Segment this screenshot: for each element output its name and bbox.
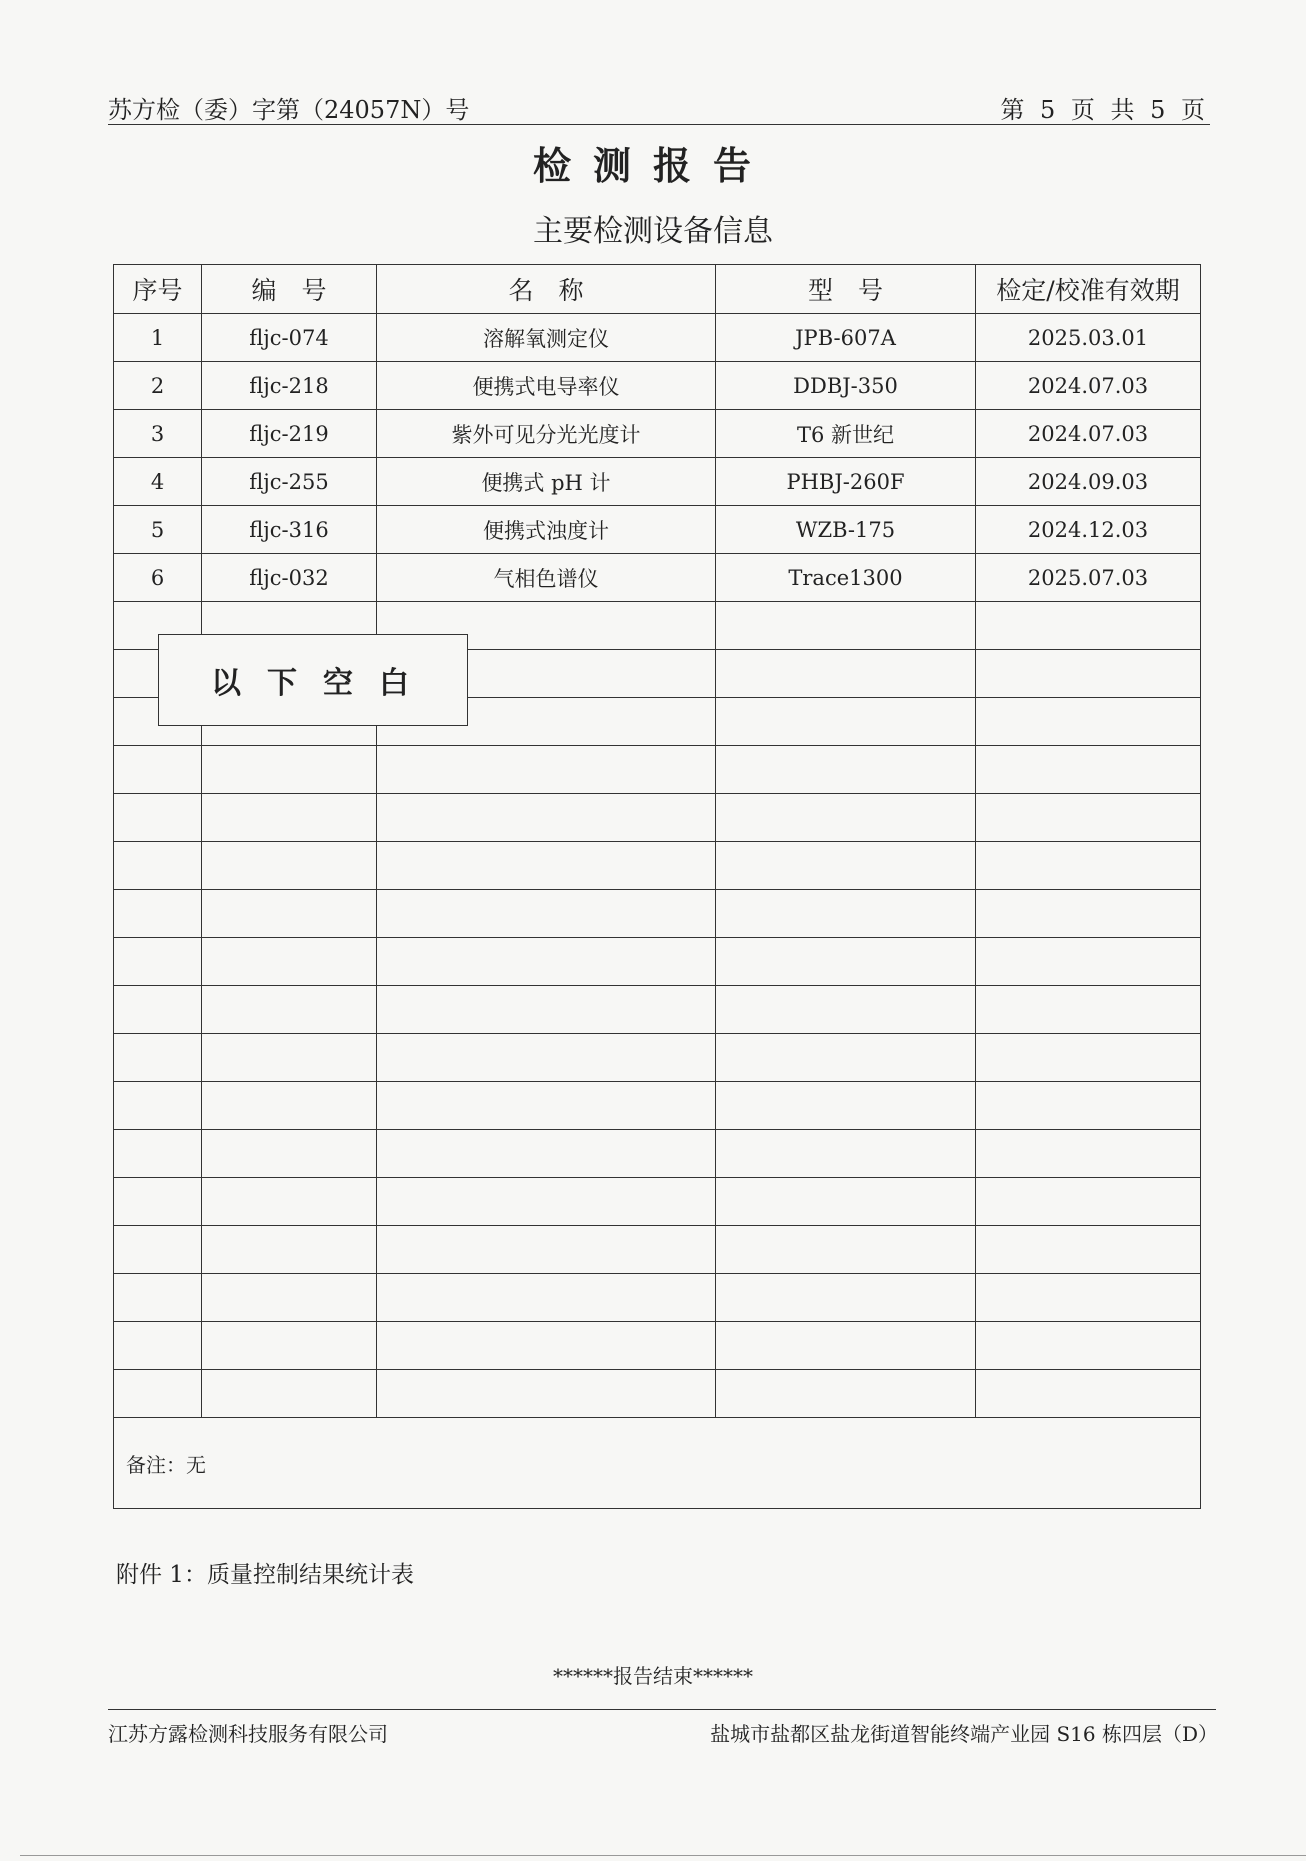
- page-info: 第 5 页 共 5 页: [1000, 96, 1209, 124]
- empty-cell: [377, 1370, 716, 1418]
- empty-cell: [377, 1226, 716, 1274]
- empty-cell: [716, 1322, 976, 1370]
- empty-cell: [716, 602, 976, 650]
- empty-row: [114, 1082, 1201, 1130]
- empty-row: [114, 986, 1201, 1034]
- cell-model: PHBJ-260F: [716, 458, 976, 506]
- cell-name: 紫外可见分光光度计: [377, 410, 716, 458]
- empty-cell: [377, 1130, 716, 1178]
- cell-valid: 2024.09.03: [976, 458, 1201, 506]
- empty-row: [114, 1178, 1201, 1226]
- empty-cell: [114, 1322, 202, 1370]
- cell-no: 5: [114, 506, 202, 554]
- empty-cell: [976, 1322, 1201, 1370]
- empty-cell: [716, 1034, 976, 1082]
- cell-name: 便携式浊度计: [377, 506, 716, 554]
- empty-cell: [976, 746, 1201, 794]
- report-end-note: ******报告结束******: [553, 1664, 753, 1688]
- empty-cell: [716, 794, 976, 842]
- empty-cell: [976, 650, 1201, 698]
- empty-cell: [202, 1322, 377, 1370]
- cell-code: fljc-074: [202, 314, 377, 362]
- empty-cell: [114, 938, 202, 986]
- cell-code: fljc-316: [202, 506, 377, 554]
- cell-no: 2: [114, 362, 202, 410]
- empty-cell: [716, 650, 976, 698]
- empty-row: [114, 746, 1201, 794]
- empty-cell: [202, 1130, 377, 1178]
- empty-cell: [976, 1226, 1201, 1274]
- empty-cell: [976, 890, 1201, 938]
- footer-address: 盐城市盐都区盐龙街道智能终端产业园 S16 栋四层（D）: [710, 1722, 1218, 1746]
- table-row: [114, 554, 1201, 602]
- cell-code: fljc-255: [202, 458, 377, 506]
- cell-name: 气相色谱仪: [377, 554, 716, 602]
- table-row: [114, 506, 1201, 554]
- empty-row: [114, 1130, 1201, 1178]
- empty-cell: [114, 890, 202, 938]
- empty-cell: [716, 938, 976, 986]
- empty-cell: [114, 986, 202, 1034]
- empty-cell: [716, 1274, 976, 1322]
- empty-cell: [114, 1130, 202, 1178]
- empty-cell: [377, 842, 716, 890]
- cell-no: 6: [114, 554, 202, 602]
- empty-cell: [202, 1178, 377, 1226]
- empty-cell: [377, 794, 716, 842]
- empty-row: [114, 1034, 1201, 1082]
- empty-row: [114, 890, 1201, 938]
- empty-cell: [114, 1034, 202, 1082]
- empty-cell: [114, 1178, 202, 1226]
- cell-model: T6 新世纪: [716, 410, 976, 458]
- cell-model: DDBJ-350: [716, 362, 976, 410]
- empty-row: [114, 842, 1201, 890]
- empty-cell: [976, 602, 1201, 650]
- cell-code: fljc-032: [202, 554, 377, 602]
- header-divider: [108, 124, 1210, 125]
- cell-no: 4: [114, 458, 202, 506]
- empty-cell: [377, 1322, 716, 1370]
- cell-model: JPB-607A: [716, 314, 976, 362]
- col-header-valid: 检定/校准有效期: [976, 265, 1201, 314]
- empty-cell: [114, 1226, 202, 1274]
- cell-model: Trace1300: [716, 554, 976, 602]
- cell-no: 3: [114, 410, 202, 458]
- empty-cell: [716, 986, 976, 1034]
- cell-name: 溶解氧测定仪: [377, 314, 716, 362]
- empty-cell: [976, 1034, 1201, 1082]
- empty-cell: [202, 938, 377, 986]
- col-header-name: 名 称: [377, 265, 716, 314]
- empty-cell: [377, 1082, 716, 1130]
- empty-cell: [976, 842, 1201, 890]
- cell-valid: 2025.07.03: [976, 554, 1201, 602]
- empty-cell: [202, 842, 377, 890]
- empty-cell: [377, 746, 716, 794]
- empty-row: [114, 938, 1201, 986]
- empty-cell: [377, 986, 716, 1034]
- empty-cell: [716, 1082, 976, 1130]
- empty-cell: [202, 1274, 377, 1322]
- section-subtitle: 主要检测设备信息: [533, 214, 773, 249]
- cell-valid: 2024.12.03: [976, 506, 1201, 554]
- footer-divider: [108, 1709, 1216, 1710]
- empty-cell: [114, 842, 202, 890]
- cell-valid: 2024.07.03: [976, 362, 1201, 410]
- cell-no: 1: [114, 314, 202, 362]
- empty-cell: [716, 890, 976, 938]
- empty-cell: [716, 1178, 976, 1226]
- empty-cell: [976, 938, 1201, 986]
- footer-company: 江苏方露检测科技服务有限公司: [108, 1722, 388, 1746]
- table-row: [114, 458, 1201, 506]
- empty-cell: [202, 746, 377, 794]
- empty-cell: [716, 698, 976, 746]
- remark-cell: 备注：无: [114, 1418, 1201, 1509]
- empty-row: [114, 1274, 1201, 1322]
- scan-edge-line: [20, 1855, 1306, 1856]
- empty-cell: [202, 1370, 377, 1418]
- empty-cell: [716, 842, 976, 890]
- empty-cell: [716, 1226, 976, 1274]
- empty-row: [114, 1322, 1201, 1370]
- cell-code: fljc-219: [202, 410, 377, 458]
- blank-below-stamp: 以下空白: [158, 634, 468, 726]
- empty-cell: [202, 1226, 377, 1274]
- empty-cell: [976, 1178, 1201, 1226]
- empty-cell: [976, 794, 1201, 842]
- empty-cell: [976, 698, 1201, 746]
- col-header-model: 型 号: [716, 265, 976, 314]
- empty-cell: [202, 890, 377, 938]
- cell-name: 便携式 pH 计: [377, 458, 716, 506]
- table-header-row: [114, 265, 1201, 314]
- empty-cell: [377, 890, 716, 938]
- empty-row: [114, 1226, 1201, 1274]
- cell-valid: 2024.07.03: [976, 410, 1201, 458]
- empty-cell: [202, 1082, 377, 1130]
- col-header-no: 序号: [114, 265, 202, 314]
- empty-cell: [976, 1274, 1201, 1322]
- empty-cell: [377, 938, 716, 986]
- cell-name: 便携式电导率仪: [377, 362, 716, 410]
- empty-cell: [114, 746, 202, 794]
- page-title: 检测报告: [532, 143, 773, 188]
- empty-cell: [976, 1130, 1201, 1178]
- report-number: 苏方检（委）字第（24057N）号: [108, 96, 470, 124]
- empty-cell: [114, 794, 202, 842]
- empty-cell: [202, 986, 377, 1034]
- empty-cell: [976, 986, 1201, 1034]
- attachment-note: 附件 1：质量控制结果统计表: [116, 1562, 414, 1588]
- cell-code: fljc-218: [202, 362, 377, 410]
- table-row: [114, 362, 1201, 410]
- col-header-code: 编 号: [202, 265, 377, 314]
- empty-cell: [202, 794, 377, 842]
- empty-cell: [716, 1130, 976, 1178]
- remark-row: [114, 1418, 1201, 1509]
- empty-cell: [377, 1178, 716, 1226]
- empty-cell: [716, 746, 976, 794]
- empty-cell: [202, 1034, 377, 1082]
- empty-cell: [377, 1274, 716, 1322]
- empty-cell: [114, 1274, 202, 1322]
- cell-valid: 2025.03.01: [976, 314, 1201, 362]
- empty-row: [114, 1370, 1201, 1418]
- cell-model: WZB-175: [716, 506, 976, 554]
- empty-cell: [114, 1370, 202, 1418]
- empty-cell: [377, 1034, 716, 1082]
- table-row: [114, 314, 1201, 362]
- empty-row: [114, 794, 1201, 842]
- table-row: [114, 410, 1201, 458]
- equipment-table: [113, 264, 1201, 1509]
- empty-cell: [976, 1082, 1201, 1130]
- empty-cell: [976, 1370, 1201, 1418]
- empty-cell: [716, 1370, 976, 1418]
- empty-cell: [114, 1082, 202, 1130]
